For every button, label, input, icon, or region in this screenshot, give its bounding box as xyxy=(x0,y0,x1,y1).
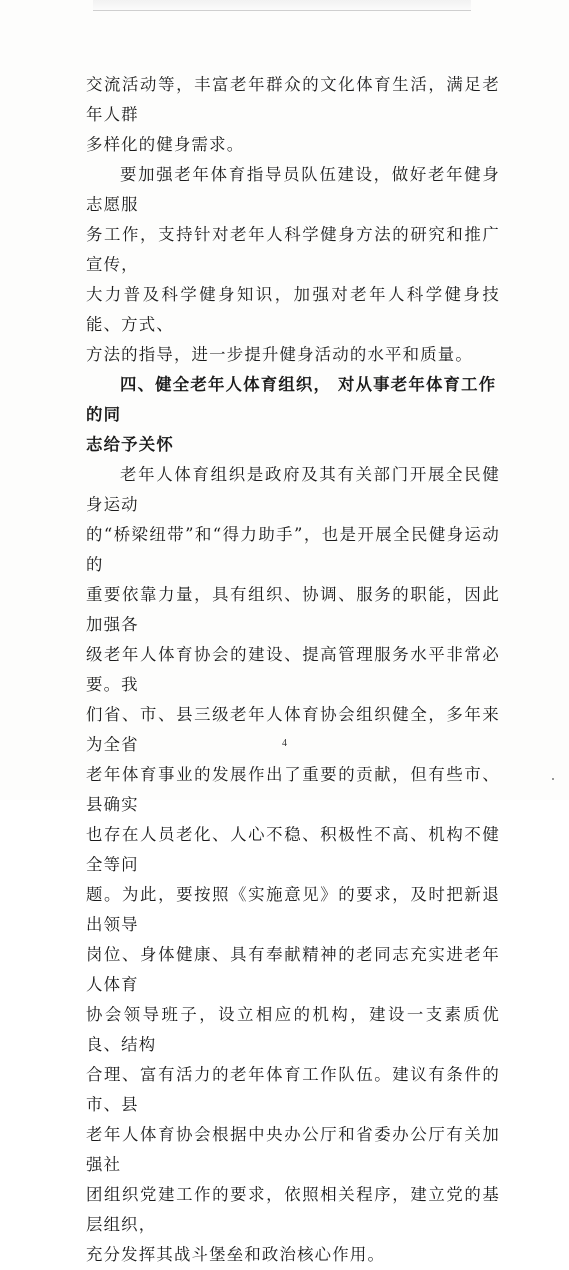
text-line: 老年人体育组织是政府及其有关部门开展全民健身运动 xyxy=(86,465,500,514)
text-line: 方法的指导，进一步提升健身活动的水平和质量。 xyxy=(86,345,473,364)
paragraph-volunteer-guidance xyxy=(86,160,500,370)
text-line: 题。为此，要按照《实施意见》的要求，及时把新退出领导 xyxy=(86,885,500,934)
section-heading xyxy=(86,370,500,460)
heading-line: 志给予关怀 xyxy=(86,435,174,454)
text-line: 务工作，支持针对老年人科学健身方法的研究和推广宣传， xyxy=(86,225,500,274)
text-line: 重要依靠力量，具有组织、协调、服务的职能，因此加强各 xyxy=(86,585,500,634)
scan-speck xyxy=(552,778,554,780)
document-body xyxy=(86,70,500,1270)
paragraph-continuation xyxy=(86,70,500,160)
text-line: 级老年人体育协会的建设、提高管理服务水平非常必要。我 xyxy=(86,645,500,694)
page-number: 4 xyxy=(282,738,287,749)
text-line: 协会领导班子，设立相应的机构，建设一支素质优良、结构 xyxy=(86,1005,500,1054)
paragraph-sports-organization xyxy=(86,460,500,1270)
text-line: 老年人体育协会根据中央办公厅和省委办公厅有关加强社 xyxy=(86,1125,500,1174)
text-line: 合理、富有活力的老年体育工作队伍。建议有条件的市、县 xyxy=(86,1065,500,1114)
heading-line: 四、健全老年人体育组织， 对从事老年体育工作的同 xyxy=(86,375,497,424)
text-line: 们省、市、县三级老年人体育协会组织健全，多年来为全省 xyxy=(86,705,500,754)
text-line: 岗位、身体健康、具有奉献精神的老同志充实进老年人体育 xyxy=(86,945,500,994)
text-line: 大力普及科学健身知识，加强对老年人科学健身技能、方式、 xyxy=(86,285,500,334)
text-line: 充分发挥其战斗堡垒和政治核心作用。 xyxy=(86,1245,386,1264)
text-line: 团组织党建工作的要求，依照相关程序，建立党的基层组织， xyxy=(86,1185,500,1234)
text-line: 要加强老年体育指导员队伍建设，做好老年健身志愿服 xyxy=(86,165,500,214)
text-line: 交流活动等，丰富老年群众的文化体育生活，满足老年人群 xyxy=(86,75,500,124)
text-line: 的“桥梁纽带”和“得力助手”，也是开展全民健身运动的 xyxy=(86,525,500,574)
text-line: 也存在人员老化、人心不稳、积极性不高、机构不健全等问 xyxy=(86,825,500,874)
binding-edge xyxy=(93,0,471,11)
text-line: 多样化的健身需求。 xyxy=(86,135,245,154)
text-line: 老年体育事业的发展作出了重要的贡献，但有些市、县确实 xyxy=(86,765,500,814)
